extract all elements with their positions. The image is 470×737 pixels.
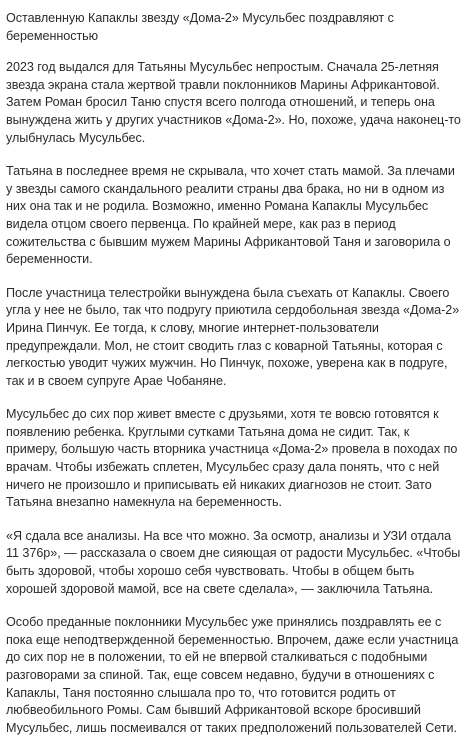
- article-paragraph: После участница телестройки вынуждена была съехать от Капаклы. Своего угла у нее не было, так что подругу приютила сердобольная звезда «Дома-2» Ирина Пинчук. Ее тогда, к слову, многие интернет-пользователи предупреждали. Мол, не стоит сводить глаз с коварной Татьяны, которая с легкостью уводит чужих мужчин. Но Пинчук, похоже, уверена как в подруге, так и в своем супруге Арае Чобаняне.: [6, 285, 460, 388]
- article-title: Оставленную Капаклы звезду «Дома-2» Мусульбес поздравляют с беременностью: [6, 11, 394, 43]
- article-paragraph: 2023 год выдался для Татьяны Мусульбес непростым. Сначала 25-летняя звезда экрана стала жертвой травли поклонников Марины Африкантовой. Затем Роман бросил Таню спустя всего полгода отношений, и теперь она вынуждена жить у других участников «Дома-2». Но, похоже, удача наконец-то улыбнулась Мусульбес.: [6, 60, 461, 145]
- article-paragraph: Татьяна в последнее время не скрывала, что хочет стать мамой. За плечами у звезды самого скандального реалити страны два брака, но ни в одном из них она так и не родила. Возможно, именно Романа Капаклы Мусульбес видела отцом своего первенца. По крайней мере, как раз в период сожительства с бывшим мужем Марины Африкантовой Таня и заговорила о беременности.: [6, 164, 455, 267]
- article-paragraph: «Я сдала все анализы. На все что можно. За осмотр, анализы и УЗИ отдала 11 376р», — рассказала о своем дне сияющая от радости Мусульбес. «Чтобы быть здоровой, чтобы хорошо себя чувствовать. Чтобы в общем быть хорошей здоровой мамой, все на свете сделала», — заключила Татьяна.: [6, 528, 461, 596]
- article-paragraph: Особо преданные поклонники Мусульбес уже принялись поздравлять ее с пока еще неподтвержденной беременностью. Впрочем, даже если участница до сих пор не в положении, то ей не впервой сталкиваться с подобными разговорами за спиной. Так, еще совсем недавно, будучи в отношениях с Капаклы, Таня постоянно слышала про то, что готовится родить от любвеобильного Ромы. Сам бывший Африкантовой вскоре бросивший Мусульбес, лишь посмеивался от таких предположений пользователей Сети.: [6, 615, 459, 735]
- article-paragraph: Мусульбес до сих пор живет вместе с друзьями, хотя те вовсю готовятся к появлению ребенка. Круглыми сутками Татьяна дома не сидит. Так, к примеру, большую часть вторника участница «Дома-2» провела в походах по врачам. Чтобы избежать сплетен, Мусульбес сразу дала понять, что с ней ничего не произошло и приписывать ей никаких диагнозов не стоит. Зато Татьяна внезапно намекнула на беременность.: [6, 407, 458, 510]
- article: [6, 10, 462, 737]
